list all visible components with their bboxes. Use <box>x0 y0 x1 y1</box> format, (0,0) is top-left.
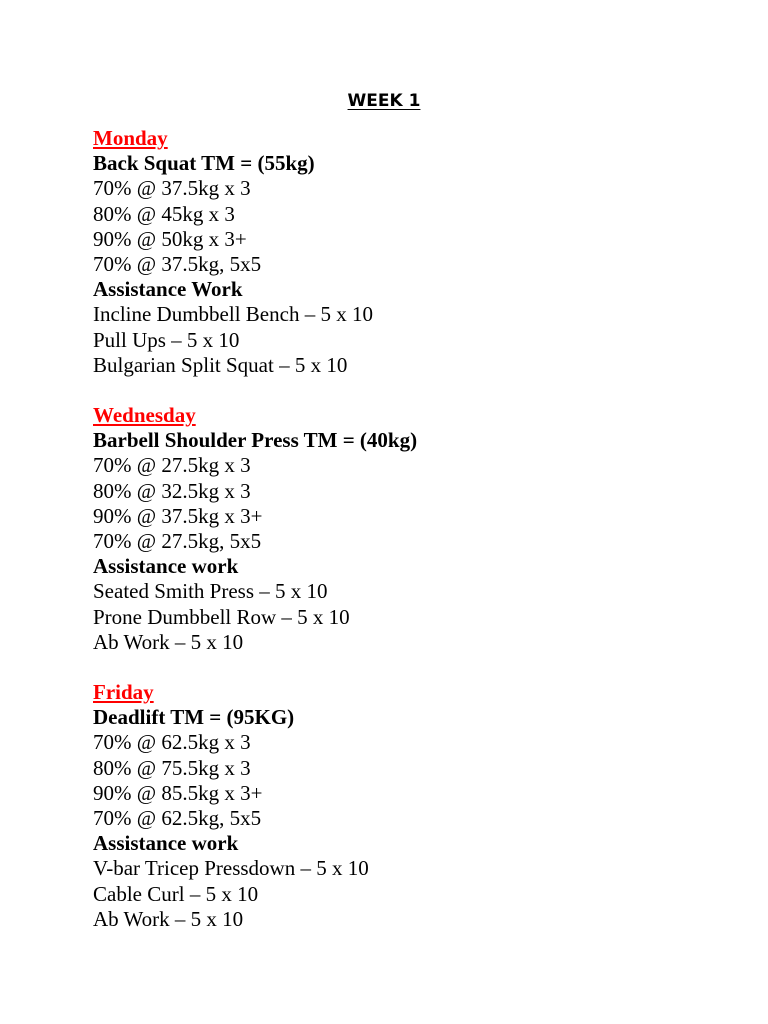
assistance-exercise: Prone Dumbbell Row – 5 x 10 <box>93 604 350 629</box>
set-line: 70% @ 37.5kg, 5x5 <box>93 251 262 276</box>
page-title <box>0 88 768 114</box>
set-line: 90% @ 37.5kg x 3+ <box>93 503 263 528</box>
assistance-exercise: Ab Work – 5 x 10 <box>93 629 244 654</box>
set-line: 70% @ 62.5kg, 5x5 <box>93 805 262 830</box>
assistance-heading: Assistance work <box>93 554 239 579</box>
set-line: 70% @ 37.5kg x 3 <box>93 176 251 201</box>
assistance-exercise: Bulgarian Split Squat – 5 x 10 <box>93 352 348 377</box>
day-heading: Wednesday <box>93 403 196 427</box>
set-line: 70% @ 27.5kg x 3 <box>93 453 251 478</box>
assistance-heading: Assistance work <box>93 831 239 856</box>
assistance-exercise: Ab Work – 5 x 10 <box>93 906 244 931</box>
set-line: 80% @ 45kg x 3 <box>93 201 235 226</box>
day-section-wednesday <box>93 403 733 655</box>
set-line: 70% @ 27.5kg, 5x5 <box>93 528 262 553</box>
week-title-text: WEEK 1 <box>347 91 421 111</box>
day-heading: Friday <box>93 680 154 704</box>
day-section-monday <box>93 126 733 378</box>
day-section-friday <box>93 680 733 932</box>
set-line: 80% @ 75.5kg x 3 <box>93 755 251 780</box>
assistance-exercise: V-bar Tricep Pressdown – 5 x 10 <box>93 856 369 881</box>
day-heading: Monday <box>93 126 168 150</box>
assistance-exercise: Incline Dumbbell Bench – 5 x 10 <box>93 302 373 327</box>
main-lift-heading: Barbell Shoulder Press TM = (40kg) <box>93 428 418 453</box>
set-line: 70% @ 62.5kg x 3 <box>93 730 251 755</box>
main-lift-heading: Back Squat TM = (55kg) <box>93 151 315 176</box>
assistance-exercise: Cable Curl – 5 x 10 <box>93 881 259 906</box>
assistance-exercise: Pull Ups – 5 x 10 <box>93 327 240 352</box>
set-line: 90% @ 50kg x 3+ <box>93 226 247 251</box>
assistance-exercise: Seated Smith Press – 5 x 10 <box>93 579 328 604</box>
set-line: 80% @ 32.5kg x 3 <box>93 478 251 503</box>
assistance-heading: Assistance Work <box>93 277 243 302</box>
set-line: 90% @ 85.5kg x 3+ <box>93 780 263 805</box>
main-lift-heading: Deadlift TM = (95KG) <box>93 705 295 730</box>
